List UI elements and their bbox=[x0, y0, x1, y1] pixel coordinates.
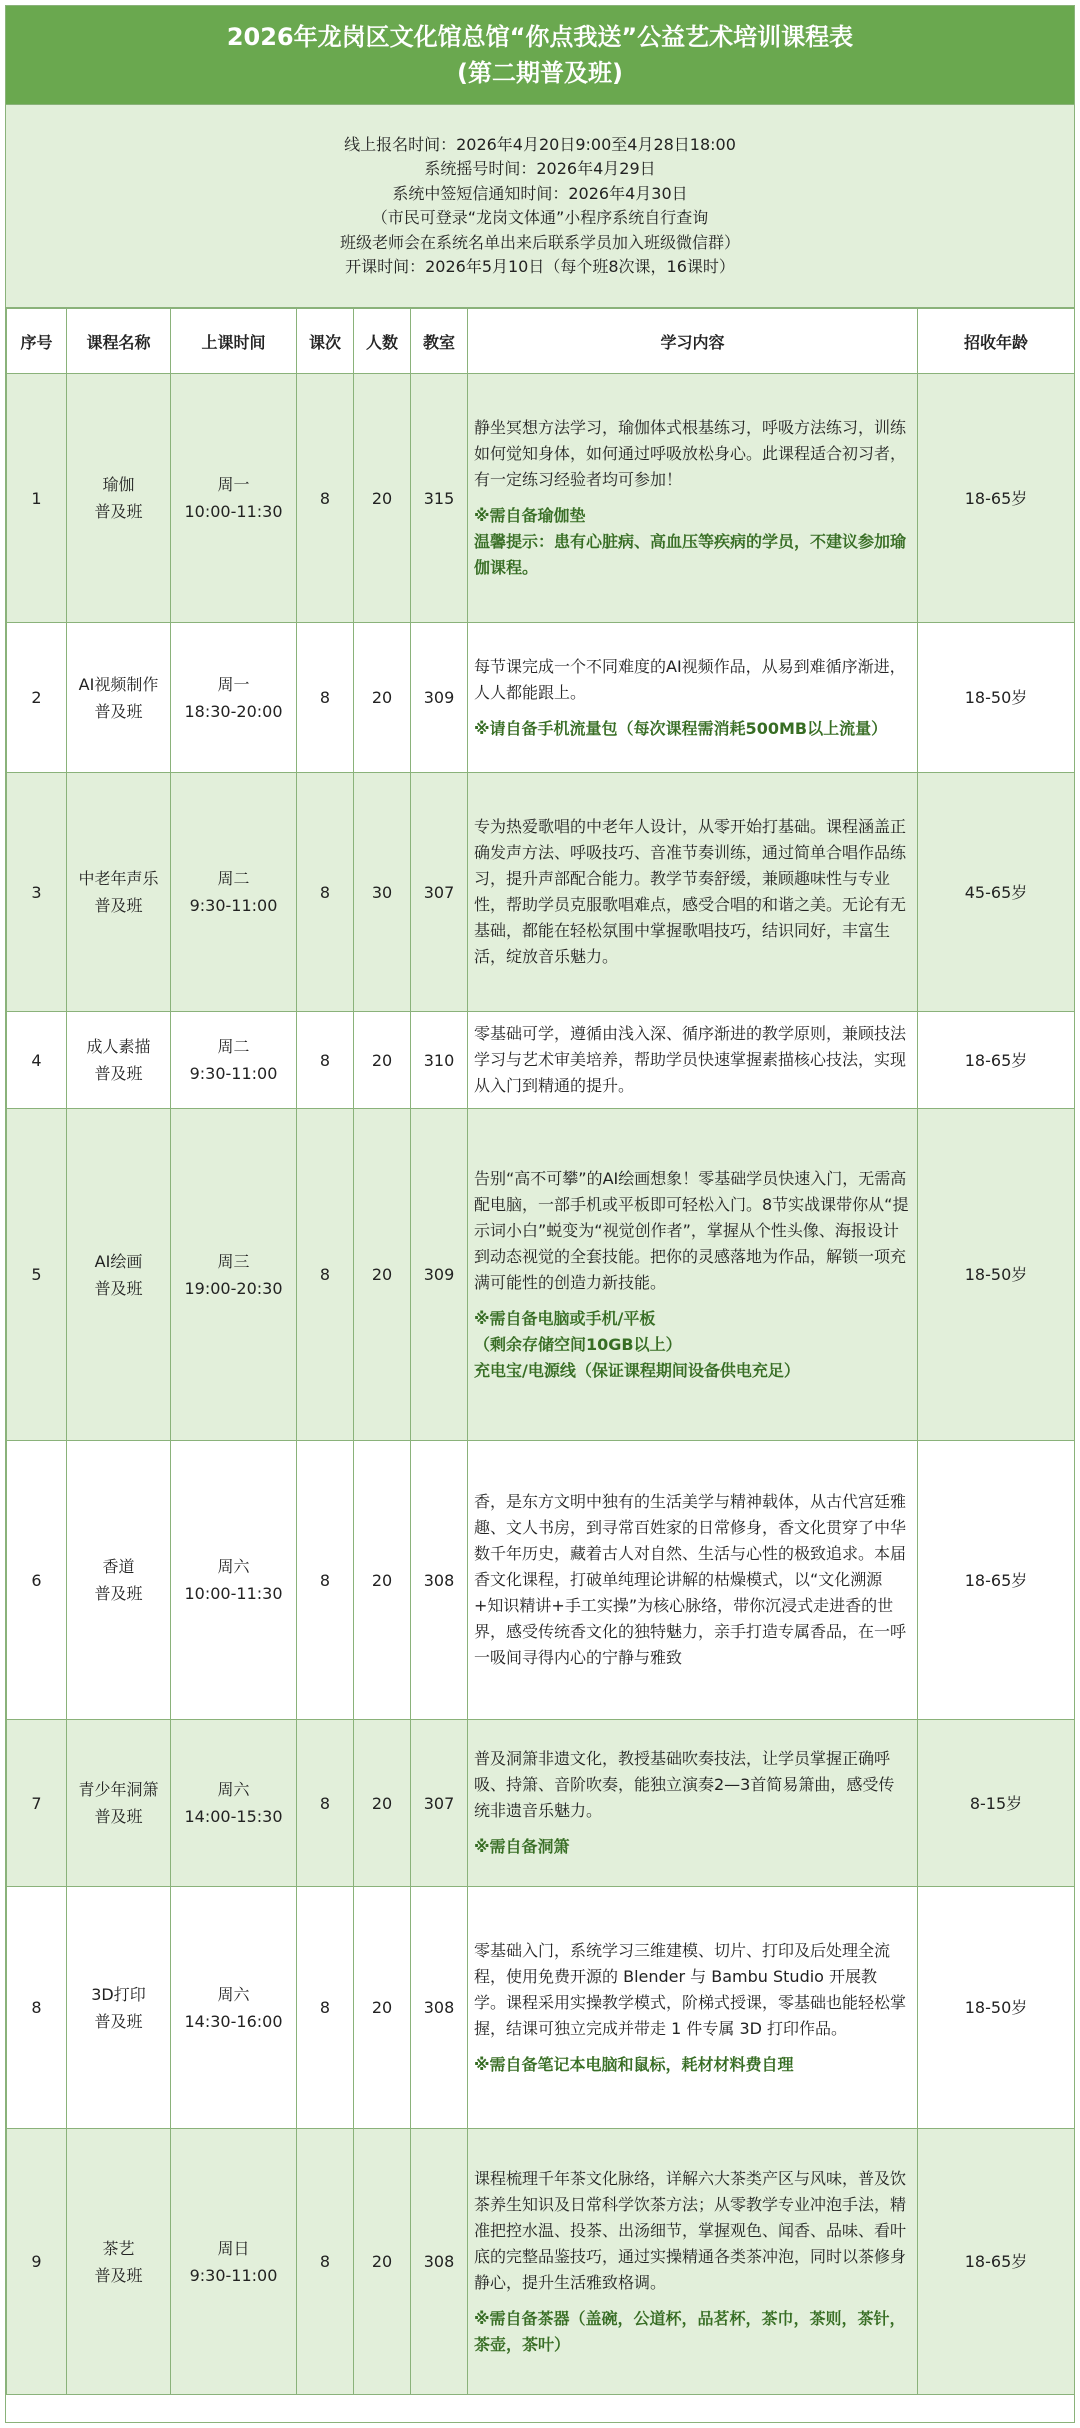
cell-sessions: 8 bbox=[297, 1720, 354, 1887]
course-name-line: 普及班 bbox=[94, 1064, 143, 1083]
cell-content bbox=[468, 1887, 918, 2129]
cell-time bbox=[171, 623, 297, 773]
info-line: 开课时间：2026年5月10日（每个班8次课，16课时） bbox=[345, 257, 735, 276]
time-line: 周一 bbox=[217, 475, 250, 494]
course-description: 普及洞箫非遗文化，教授基础吹奏技法，让学员掌握正确呼吸、持箫、音阶吹奏，能独立演奏2—3首简易箫曲，感受传统非遗音乐魅力。 bbox=[474, 1749, 895, 1820]
course-table bbox=[6, 308, 1075, 2395]
course-description: 静坐冥想方法学习，瑜伽体式根基练习，呼吸方法练习，训练如何觉知身体，如何通过呼吸放松身心。此课程适合初习者，有一定练习经验者均可参加！ bbox=[474, 418, 907, 489]
info-line: 线上报名时间：2026年4月20日9:00至4月28日18:00 bbox=[344, 134, 736, 154]
cell-content bbox=[468, 1012, 918, 1109]
course-name-line: 普及班 bbox=[94, 1278, 143, 1298]
spacer bbox=[474, 2296, 909, 2306]
table-row bbox=[7, 2129, 1075, 2395]
table-header-row bbox=[7, 309, 1075, 374]
cell-sessions: 8 bbox=[297, 374, 354, 623]
cell-capacity: 30 bbox=[354, 773, 411, 1012]
cell-capacity: 20 bbox=[354, 1441, 411, 1720]
col-header-sessions: 课次 bbox=[297, 309, 354, 374]
course-name-line: 青少年洞箫 bbox=[78, 1780, 159, 1799]
cell-age: 18-50岁 bbox=[918, 1887, 1075, 2129]
cell-room: 309 bbox=[411, 1109, 468, 1441]
requirement-note: 温馨提示：患有心脏病、高血压等疾病的学员，不建议参加瑜伽课程。 bbox=[474, 532, 907, 577]
course-name-line: 普及班 bbox=[94, 502, 143, 521]
cell-no: 6 bbox=[7, 1441, 67, 1720]
course-name-line: 普及班 bbox=[94, 1584, 143, 1603]
cell-age: 18-65岁 bbox=[918, 1012, 1075, 1109]
cell-capacity: 20 bbox=[354, 374, 411, 623]
title-banner bbox=[6, 6, 1074, 105]
course-schedule-sheet bbox=[5, 5, 1075, 2423]
cell-sessions: 8 bbox=[297, 1441, 354, 1720]
cell-room: 310 bbox=[411, 1012, 468, 1109]
cell-no: 1 bbox=[7, 374, 67, 623]
cell-content bbox=[468, 2129, 918, 2395]
table-row bbox=[7, 623, 1075, 773]
cell-no: 3 bbox=[7, 773, 67, 1012]
cell-time bbox=[171, 773, 297, 1012]
course-name-line: AI绘画 bbox=[94, 1251, 143, 1271]
course-name-line: 普及班 bbox=[94, 2011, 143, 2031]
requirement-note: ※需自备瑜伽垫 bbox=[474, 506, 586, 525]
info-line: （市民可登录“龙岗文体通”小程序系统自行查询 bbox=[371, 208, 709, 227]
cell-room: 307 bbox=[411, 1720, 468, 1887]
col-header-capacity: 人数 bbox=[354, 309, 411, 374]
cell-content bbox=[468, 1441, 918, 1720]
cell-capacity: 20 bbox=[354, 1109, 411, 1441]
cell-content bbox=[468, 1109, 918, 1441]
cell-capacity: 20 bbox=[354, 1720, 411, 1887]
course-name-line: 中老年声乐 bbox=[78, 869, 159, 888]
cell-room: 308 bbox=[411, 2129, 468, 2395]
spacer bbox=[474, 2042, 909, 2052]
cell-course-name bbox=[67, 1109, 171, 1441]
col-header-room: 教室 bbox=[411, 309, 468, 374]
time-line: 18:30-20:00 bbox=[184, 701, 283, 721]
course-description: 香，是东方文明中独有的生活美学与精神载体，从古代宫廷雅趣、文人书房，到寻常百姓家的日常修身，香文化贯穿了中华数千年历史，藏着古人对自然、生活与心性的极致追求。本届香文化课程，打破单纯理论讲解的枯燥模式，以“文化溯源+知识精讲+手工实操”为核心脉络，带你沉浸式走进香的世界，感受传统香文化的独特魅力，亲手打造专属香品，在一呼一吸间寻得内心的宁静与雅致 bbox=[474, 1492, 907, 1667]
cell-time bbox=[171, 1720, 297, 1887]
cell-sessions: 8 bbox=[297, 623, 354, 773]
spacer bbox=[474, 1296, 909, 1306]
cell-sessions: 8 bbox=[297, 1887, 354, 2129]
requirement-note: ※需自备笔记本电脑和鼠标，耗材材料费自理 bbox=[474, 2054, 794, 2074]
time-line: 9:30-11:00 bbox=[189, 896, 278, 915]
time-line: 10:00-11:30 bbox=[184, 1584, 283, 1603]
cell-capacity: 20 bbox=[354, 623, 411, 773]
requirement-note: ※需自备洞箫 bbox=[474, 1837, 570, 1856]
requirement-note: ※需自备茶器（盖碗，公道杯，品茗杯，茶巾，茶则，茶针，茶壶，茶叶） bbox=[474, 2308, 906, 2354]
col-header-content: 学习内容 bbox=[468, 309, 918, 374]
cell-course-name bbox=[67, 1441, 171, 1720]
table-row bbox=[7, 1441, 1075, 1720]
cell-time bbox=[171, 2129, 297, 2395]
registration-info bbox=[6, 105, 1074, 308]
cell-time bbox=[171, 1441, 297, 1720]
time-line: 14:00-15:30 bbox=[184, 1807, 283, 1826]
requirement-note: 充电宝/电源线（保证课程期间设备供电充足） bbox=[474, 1360, 800, 1380]
spacer bbox=[474, 706, 909, 716]
cell-sessions: 8 bbox=[297, 2129, 354, 2395]
time-line: 9:30-11:00 bbox=[189, 1064, 278, 1083]
cell-age: 18-65岁 bbox=[918, 374, 1075, 623]
info-line: 班级老师会在系统名单出来后联系学员加入班级微信群） bbox=[339, 232, 740, 252]
cell-no: 7 bbox=[7, 1720, 67, 1887]
table-row bbox=[7, 1109, 1075, 1441]
time-line: 周日 bbox=[217, 2238, 250, 2258]
cell-capacity: 20 bbox=[354, 2129, 411, 2395]
cell-no: 5 bbox=[7, 1109, 67, 1441]
info-line: 系统中签短信通知时间：2026年4月30日 bbox=[392, 183, 688, 203]
cell-no: 4 bbox=[7, 1012, 67, 1109]
col-header-age: 招收年龄 bbox=[918, 309, 1075, 374]
course-name-line: 茶艺 bbox=[102, 2238, 135, 2258]
time-line: 周六 bbox=[217, 1780, 250, 1799]
course-name-line: 成人素描 bbox=[86, 1037, 151, 1056]
cell-course-name bbox=[67, 2129, 171, 2395]
cell-course-name bbox=[67, 374, 171, 623]
page-subtitle: (第二期普及班) bbox=[457, 59, 623, 87]
time-line: 周一 bbox=[217, 674, 250, 694]
cell-sessions: 8 bbox=[297, 773, 354, 1012]
cell-sessions: 8 bbox=[297, 1109, 354, 1441]
cell-content bbox=[468, 374, 918, 623]
col-header-name: 课程名称 bbox=[67, 309, 171, 374]
cell-age: 45-65岁 bbox=[918, 773, 1075, 1012]
course-description: 课程梳理千年茶文化脉络，详解六大茶类产区与风味，普及饮茶养生知识及日常科学饮茶方法；从零教学专业冲泡手法，精准把控水温、投茶、出汤细节，掌握观色、闻香、品味、看叶底的完整品鉴技巧，通过实操精通各类茶冲泡，同时以茶修身静心，提升生活雅致格调。 bbox=[474, 2168, 907, 2292]
time-line: 周六 bbox=[217, 1557, 250, 1576]
cell-age: 18-50岁 bbox=[918, 623, 1075, 773]
cell-sessions: 8 bbox=[297, 1012, 354, 1109]
course-name-line: 瑜伽 bbox=[102, 475, 135, 494]
cell-room: 308 bbox=[411, 1887, 468, 2129]
cell-no: 9 bbox=[7, 2129, 67, 2395]
cell-room: 315 bbox=[411, 374, 468, 623]
requirement-note: ※请自备手机流量包（每次课程需消耗500MB以上流量） bbox=[474, 718, 888, 738]
time-line: 14:30-16:00 bbox=[184, 2011, 283, 2031]
course-name-line: 普及班 bbox=[94, 2265, 143, 2285]
course-name-line: 3D打印 bbox=[91, 1984, 146, 2004]
cell-time bbox=[171, 1109, 297, 1441]
cell-course-name bbox=[67, 1012, 171, 1109]
course-name-line: AI视频制作 bbox=[78, 674, 159, 694]
table-row bbox=[7, 773, 1075, 1012]
table-row bbox=[7, 1720, 1075, 1887]
cell-course-name bbox=[67, 773, 171, 1012]
course-name-line: 普及班 bbox=[94, 1807, 143, 1826]
course-description: 专为热爱歌唱的中老年人设计，从零开始打基础。课程涵盖正确发声方法、呼吸技巧、音准节奏训练，通过简单合唱作品练习，提升声部配合能力。教学节奏舒缓，兼顾趣味性与专业性，帮助学员克服歌唱难点，感受合唱的和谐之美。无论有无基础，都能在轻松氛围中掌握歌唱技巧，结识同好，丰富生活，绽放音乐魅力。 bbox=[474, 817, 907, 966]
cell-age: 18-65岁 bbox=[918, 2129, 1075, 2395]
col-header-time: 上课时间 bbox=[171, 309, 297, 374]
col-header-no: 序号 bbox=[7, 309, 67, 374]
course-description: 告别“高不可攀”的AI绘画想象！零基础学员快速入门，无需高配电脑，一部手机或平板即可轻松入门。8节实战课带你从“提示词小白”蜕变为“视觉创作者”，掌握从个性头像、海报设计到动态视觉的全套技能。把你的灵感落地为作品，解锁一项充满可能性的创造力新技能。 bbox=[474, 1168, 909, 1292]
info-line: 系统摇号时间：2026年4月29日 bbox=[424, 159, 656, 178]
time-line: 9:30-11:00 bbox=[189, 2265, 278, 2285]
course-name-line: 香道 bbox=[102, 1557, 135, 1576]
course-description: 每节课完成一个不同难度的AI视频作品，从易到难循序渐进，人人都能跟上。 bbox=[474, 656, 906, 702]
course-name-line: 普及班 bbox=[94, 701, 143, 721]
page-title: 2026年龙岗区文化馆总馆“你点我送”公益艺术培训课程表 bbox=[226, 23, 854, 51]
cell-time bbox=[171, 1887, 297, 2129]
table-row bbox=[7, 374, 1075, 623]
cell-course-name bbox=[67, 623, 171, 773]
spacer bbox=[474, 493, 909, 503]
cell-capacity: 20 bbox=[354, 1887, 411, 2129]
time-line: 周三 bbox=[217, 1251, 250, 1271]
cell-capacity: 20 bbox=[354, 1012, 411, 1109]
course-description: 零基础可学，遵循由浅入深、循序渐进的教学原则，兼顾技法学习与艺术审美培养，帮助学员快速掌握素描核心技法，实现从入门到精通的提升。 bbox=[474, 1024, 907, 1095]
time-line: 10:00-11:30 bbox=[184, 502, 283, 521]
requirement-note: ※需自备电脑或手机/平板 bbox=[474, 1308, 656, 1328]
cell-age: 8-15岁 bbox=[918, 1720, 1075, 1887]
course-name-line: 普及班 bbox=[94, 896, 143, 915]
cell-content bbox=[468, 773, 918, 1012]
time-line: 周二 bbox=[217, 1037, 250, 1056]
cell-time bbox=[171, 374, 297, 623]
cell-content bbox=[468, 1720, 918, 1887]
cell-age: 18-65岁 bbox=[918, 1441, 1075, 1720]
course-description: 零基础入门，系统学习三维建模、切片、打印及后处理全流程，使用免费开源的 Blender 与 Bambu Studio 开展教学。课程采用实操教学模式，阶梯式授课，零基础也能轻松掌握，结课可独立完成并带走 1 件专属 3D 打印作品。 bbox=[474, 1940, 907, 2038]
time-line: 周二 bbox=[217, 869, 250, 888]
cell-time bbox=[171, 1012, 297, 1109]
cell-age: 18-50岁 bbox=[918, 1109, 1075, 1441]
time-line: 周六 bbox=[217, 1984, 250, 2004]
requirement-note: （剩余存储空间10GB以上） bbox=[474, 1334, 682, 1354]
cell-no: 2 bbox=[7, 623, 67, 773]
table-row bbox=[7, 1012, 1075, 1109]
cell-room: 309 bbox=[411, 623, 468, 773]
table-row bbox=[7, 1887, 1075, 2129]
time-line: 19:00-20:30 bbox=[184, 1278, 283, 1298]
spacer bbox=[474, 1824, 909, 1834]
cell-no: 8 bbox=[7, 1887, 67, 2129]
cell-content bbox=[468, 623, 918, 773]
cell-course-name bbox=[67, 1720, 171, 1887]
cell-room: 308 bbox=[411, 1441, 468, 1720]
cell-room: 307 bbox=[411, 773, 468, 1012]
cell-course-name bbox=[67, 1887, 171, 2129]
